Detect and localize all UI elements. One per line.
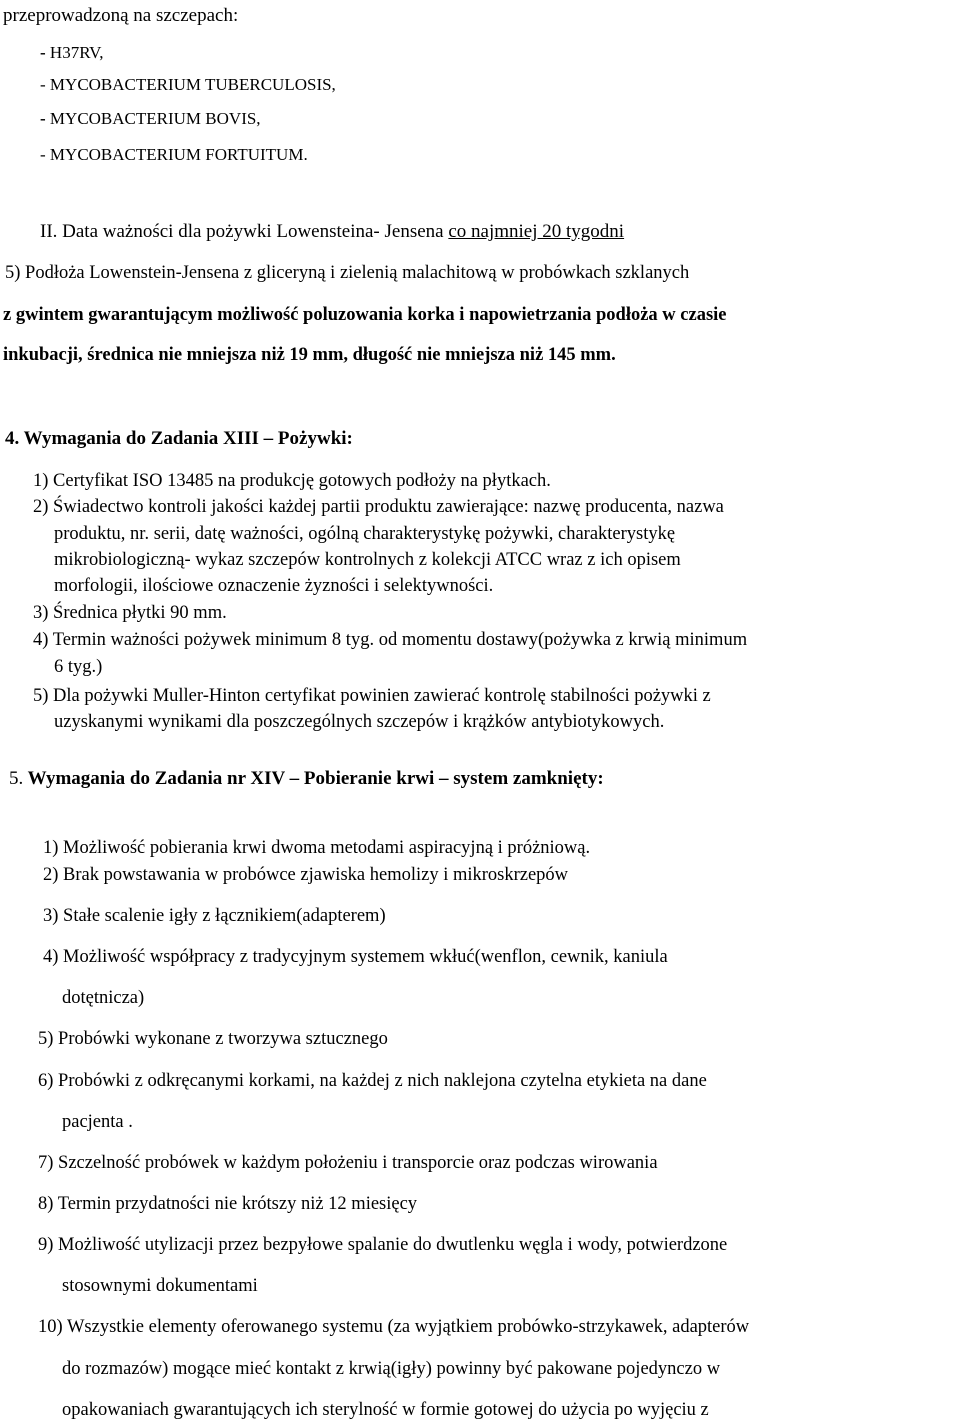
section4-line: 5) Dla pożywki Muller-Hinton certyfikat powinien zawierać kontrolę stabilności pożywki z xyxy=(33,686,711,706)
validity-emphasis: co najmniej 20 tygodni xyxy=(448,221,625,242)
section4-line: 1) Certyfikat ISO 13485 na produkcję gotowych podłoży na płytkach. xyxy=(33,471,551,491)
item5-line: 5) Podłoża Lowenstein-Jensena z gliceryną i zielenią malachitową w probówkach szklanych xyxy=(5,263,690,283)
section4-line: 2) Świadectwo kontroli jakości każdej partii produktu zawierające: nazwę producenta, nazwa xyxy=(33,497,724,517)
section4-line: 4) Termin ważności pożywek minimum 8 tyg. od momentu dostawy(pożywka z krwią minimum xyxy=(33,630,748,650)
section4-line: morfologii, ilościowe oznaczenie żyzności i selektywności. xyxy=(54,576,494,596)
item5-line: inkubacji, średnica nie mniejsza niż 19 mm, długość nie mniejsza niż 145 mm. xyxy=(3,345,616,365)
strain-item: - MYCOBACTERIUM BOVIS, xyxy=(40,109,261,128)
section5-line: 2) Brak powstawania w probówce zjawiska hemolizy i mikroskrzepów xyxy=(43,865,569,885)
section5-line: 6) Probówki z odkręcanymi korkami, na każdej z nich naklejona czytelna etykieta na dane xyxy=(38,1071,707,1091)
section5-line: 9) Możliwość utylizacji przez bezpyłowe spalanie do dwutlenku węgla i wody, potwierdzone xyxy=(38,1235,728,1255)
section5-line: 8) Termin przydatności nie krótszy niż 12 miesięcy xyxy=(38,1194,418,1214)
section5-line: dotętnicza) xyxy=(62,988,145,1008)
section5-line: 3) Stałe scalenie igły z łącznikiem(adapterem) xyxy=(43,906,386,926)
section4-line: produktu, nr. serii, datę ważności, ogólną charakterystykę pożywki, charakterystykę xyxy=(54,524,676,544)
validity-line: II. Data ważności dla pożywki Lowensteina- Jensena co najmniej 20 tygodni xyxy=(40,221,625,242)
section5-line: 4) Możliwość współpracy z tradycyjnym systemem wkłuć(wenflon, cewnik, kaniula xyxy=(43,947,668,967)
section5-line: pacjenta . xyxy=(62,1112,133,1132)
item5-line: z gwintem gwarantującym możliwość poluzowania korka i napowietrzania podłoża w czasie xyxy=(3,305,727,325)
section5-line: opakowaniach gwarantujących ich sterylność w formie gotowej do użycia po wyjęciu z xyxy=(62,1400,709,1420)
section4-line: mikrobiologiczną- wykaz szczepów kontrolnych z kolekcji ATCC wraz z ich opisem xyxy=(54,550,681,570)
section4-line: 3) Średnica płytki 90 mm. xyxy=(33,603,227,623)
section5-line: 10) Wszystkie elementy oferowanego systemu (za wyjątkiem probówko-strzykawek, adapterów xyxy=(38,1317,750,1337)
section4-line: 6 tyg.) xyxy=(54,657,103,677)
section4-line: uzyskanymi wynikami dla poszczególnych szczepów i krążków antybiotykowych. xyxy=(54,712,665,732)
section5-line: 7) Szczelność probówek w każdym położeniu i transporcie oraz podczas wirowania xyxy=(38,1153,658,1173)
section5-heading: 5. Wymagania do Zadania nr XIV – Pobieranie krwi – system zamknięty: xyxy=(9,768,604,789)
section5-line: 5) Probówki wykonane z tworzywa sztucznego xyxy=(38,1029,388,1049)
section5-line: 1) Możliwość pobierania krwi dwoma metodami aspiracyjną i próżniową. xyxy=(43,838,591,858)
intro-line: przeprowadzoną na szczepach: xyxy=(3,5,239,26)
strain-item: - H37RV, xyxy=(40,43,104,62)
strain-item: - MYCOBACTERIUM TUBERCULOSIS, xyxy=(40,75,336,94)
section4-heading: 4. Wymagania do Zadania XIII – Pożywki: xyxy=(5,428,353,449)
section5-line: stosownymi dokumentami xyxy=(62,1276,258,1296)
strain-item: - MYCOBACTERIUM FORTUITUM. xyxy=(40,145,308,164)
section5-line: do rozmazów) mogące mieć kontakt z krwią(igły) powinny być pakowane pojedynczo w xyxy=(62,1359,721,1379)
